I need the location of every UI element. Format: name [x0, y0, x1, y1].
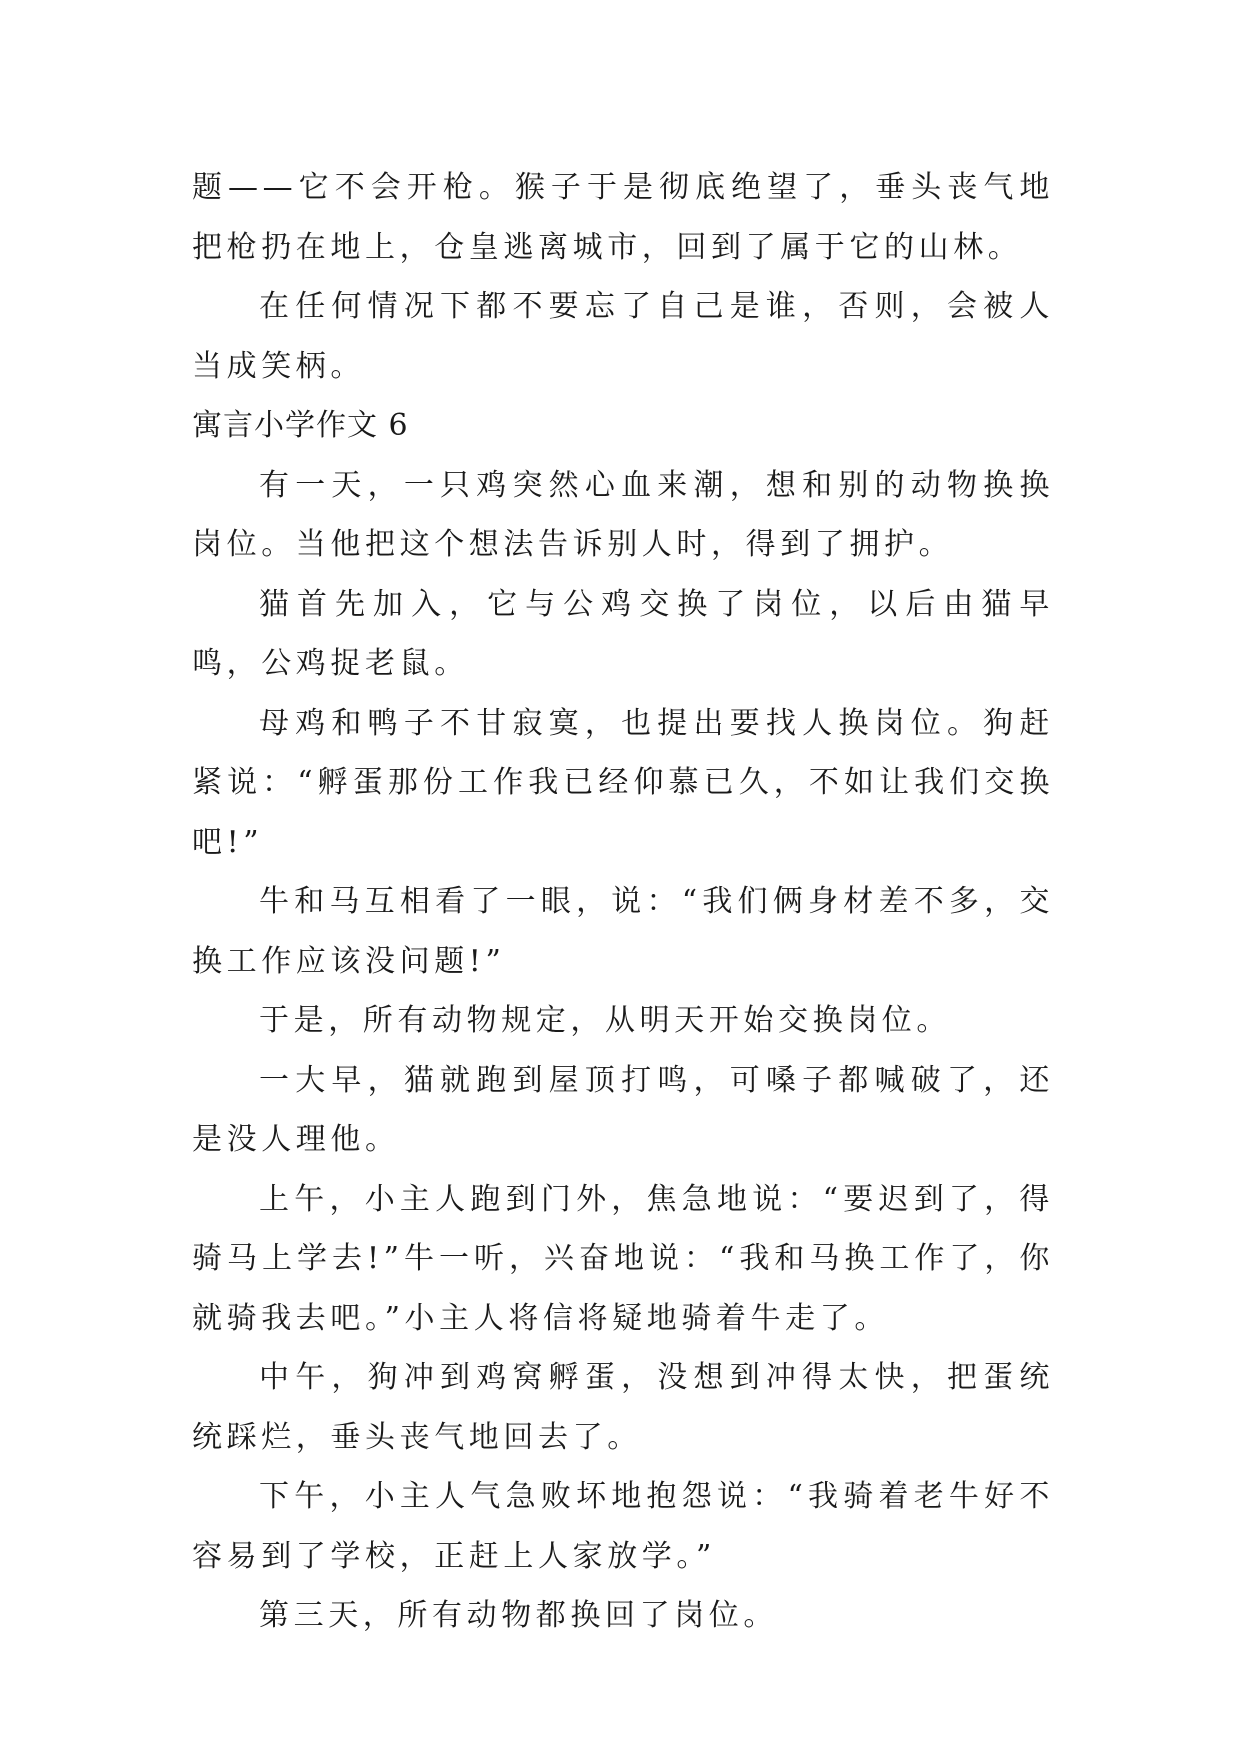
paragraph: 猫首先加入，它与公鸡交换了岗位，以后由猫早鸣，公鸡捉老鼠。 [192, 586, 1054, 681]
section-heading: 寓言小学作文 6 [192, 408, 409, 443]
paragraph: 有一天，一只鸡突然心血来潮，想和别的动物换换岗位。当他把这个想法告诉别人时，得到了拥护。 [192, 467, 1054, 562]
paragraph: 第三天，所有动物都换回了岗位。 [259, 1598, 778, 1633]
paragraph-moral: 在任何情况下都不要忘了自己是谁，否则，会被人当成笑柄。 [192, 289, 1054, 384]
document-body [192, 158, 1054, 1646]
paragraph: 一大早，猫就跑到屋顶打鸣，可嗓子都喊破了，还是没人理他。 [192, 1062, 1054, 1157]
paragraph: 上午，小主人跑到门外，焦急地说：“要迟到了，得骑马上学去!”牛一听，兴奋地说：“我和马换工作了，你就骑我去吧。”小主人将信将疑地骑着牛走了。 [192, 1181, 1054, 1336]
paragraph: 下午，小主人气急败坏地抱怨说：“我骑着老牛好不容易到了学校，正赶上人家放学。” [192, 1479, 1054, 1574]
paragraph: 母鸡和鸭子不甘寂寞，也提出要找人换岗位。狗赶紧说：“孵蛋那份工作我已经仰慕已久，不如让我们交换吧!” [192, 705, 1054, 860]
paragraph: 牛和马互相看了一眼，说：“我们俩身材差不多，交换工作应该没问题!” [192, 884, 1054, 979]
paragraph: 于是，所有动物规定，从明天开始交换岗位。 [259, 1003, 951, 1038]
paragraph: 中午，狗冲到鸡窝孵蛋，没想到冲得太快，把蛋统统踩烂，垂头丧气地回去了。 [192, 1360, 1054, 1455]
paragraph-continuation: 题——它不会开枪。猴子于是彻底绝望了，垂头丧气地把枪扔在地上，仓皇逃离城市，回到了属于它的山林。 [192, 170, 1054, 265]
